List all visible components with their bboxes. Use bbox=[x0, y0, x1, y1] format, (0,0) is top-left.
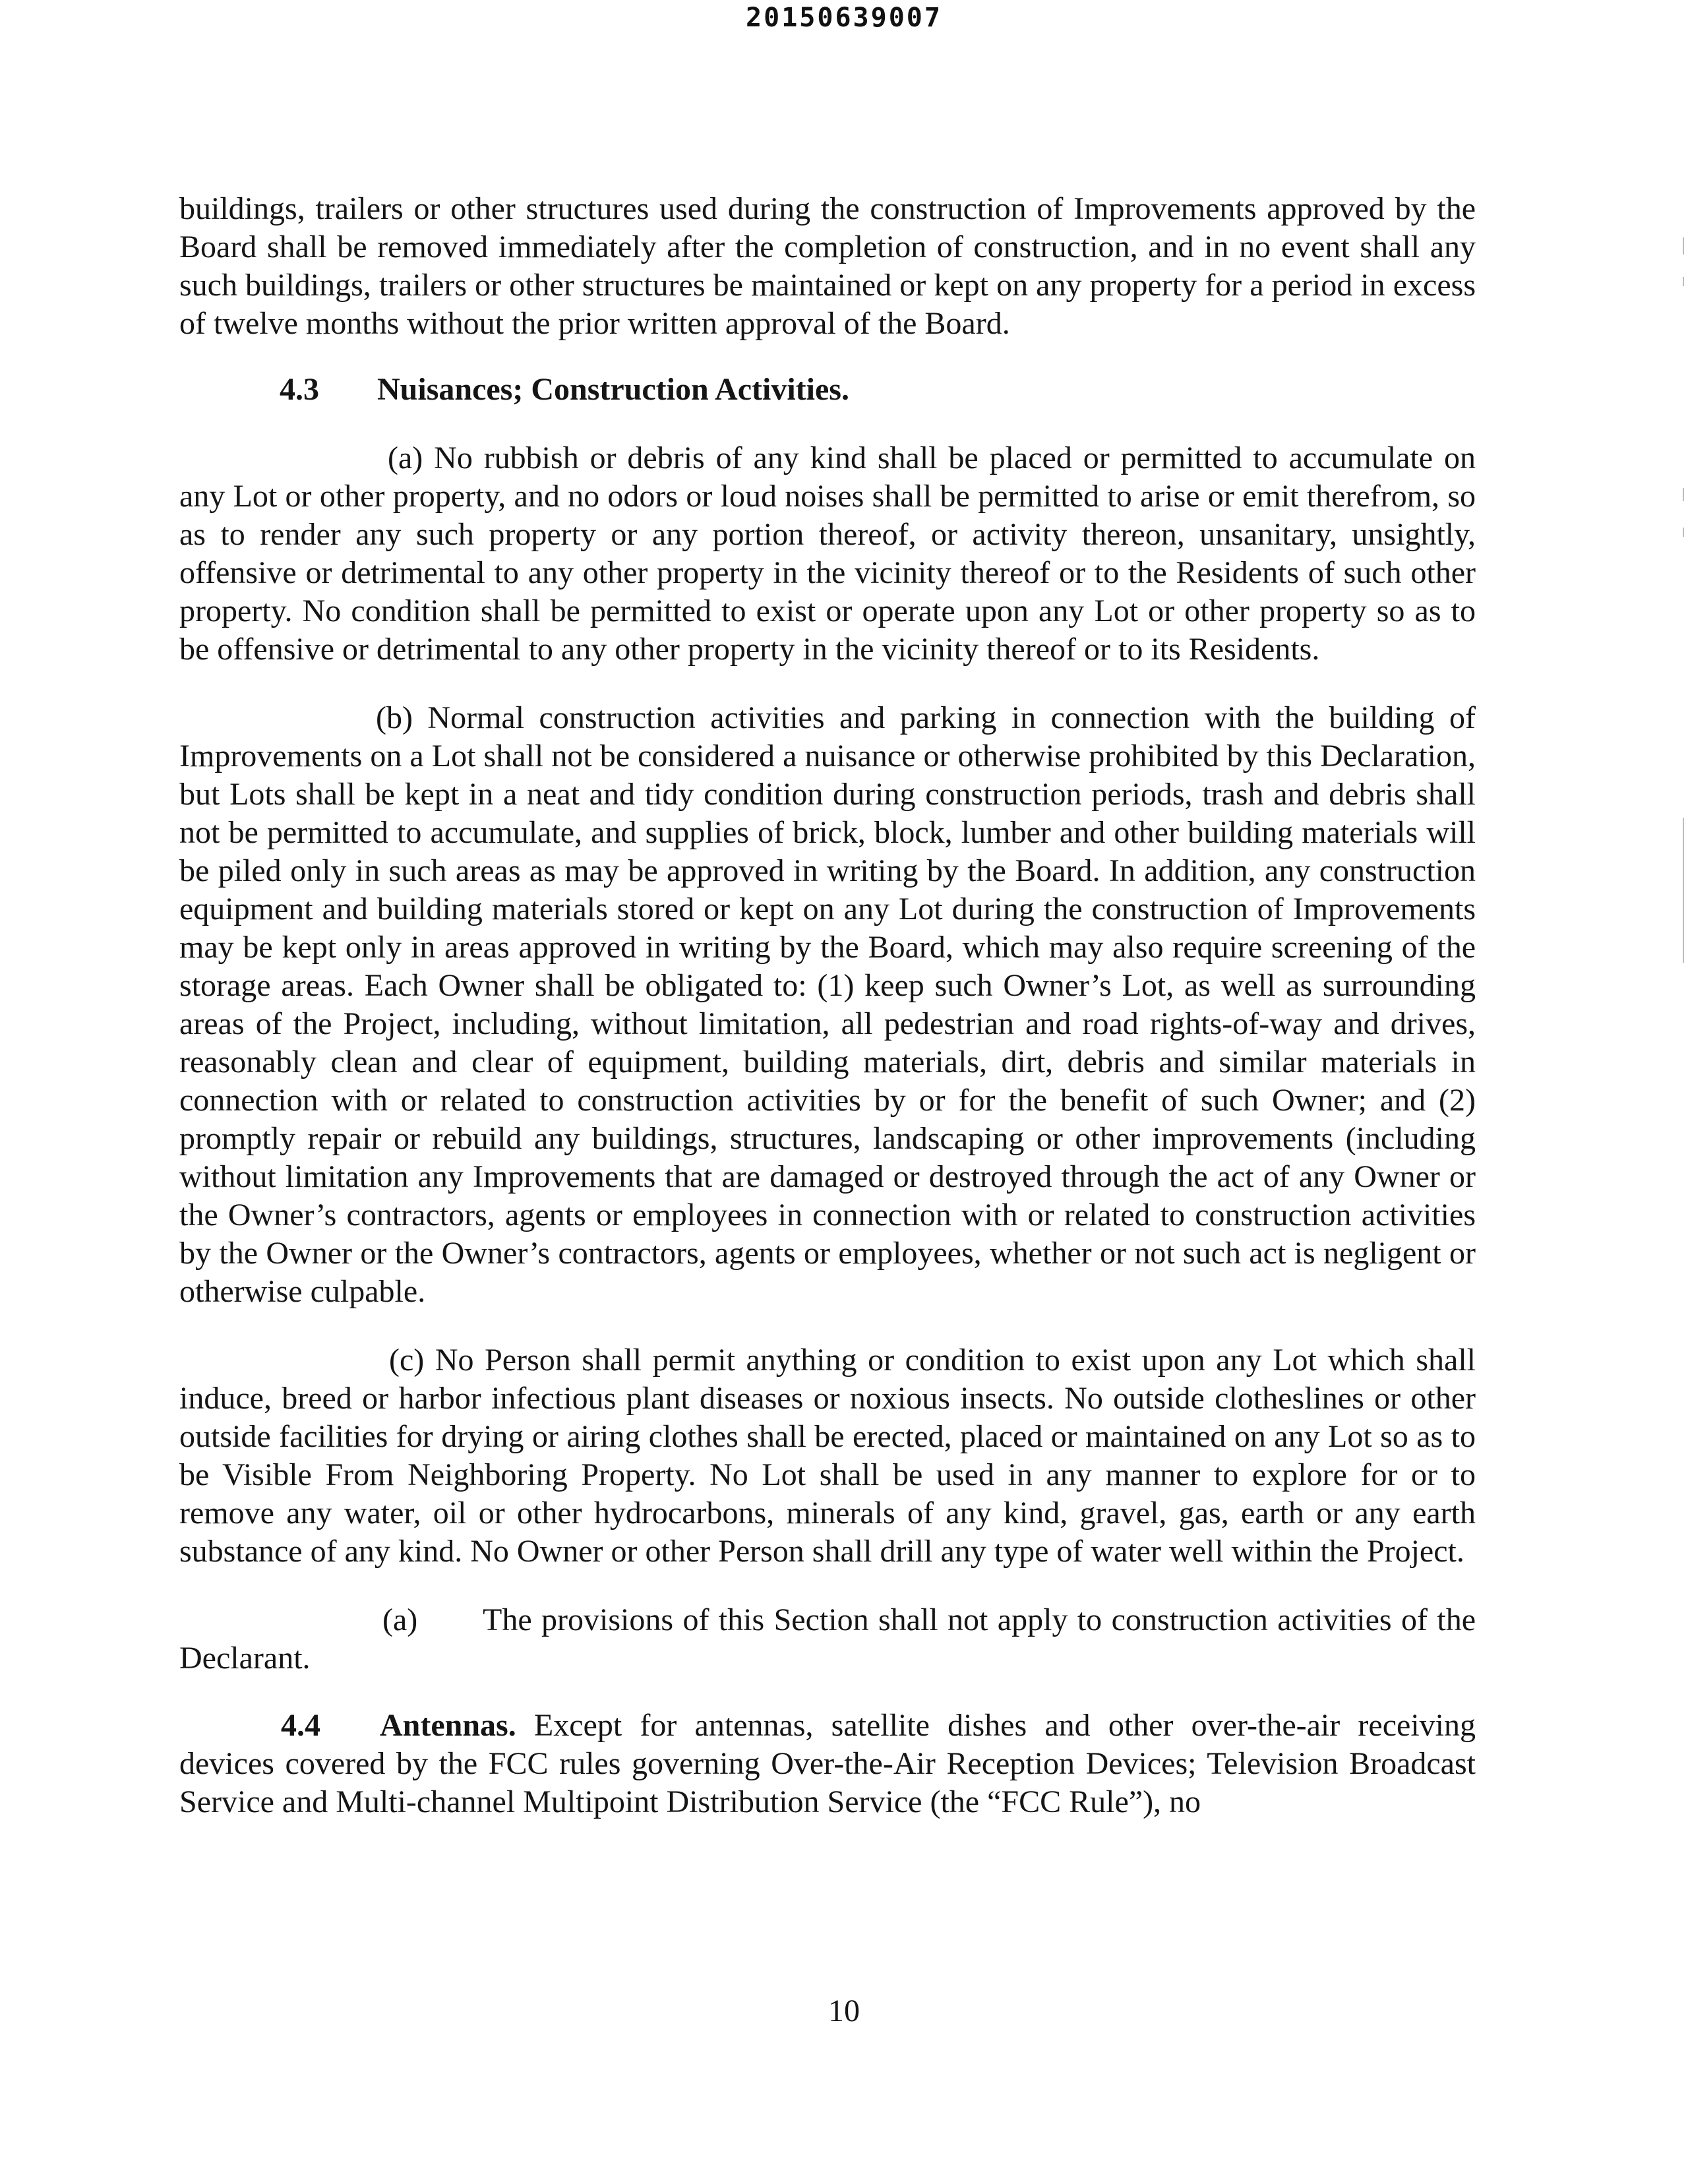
scan-margin-mark bbox=[1683, 818, 1684, 963]
paragraph-a-declarant-text: The provisions of this Section shall not apply to construction activities of the Declarant. bbox=[179, 1602, 1476, 1676]
section-4-4-title: Antennas. bbox=[380, 1708, 516, 1743]
scan-margin-mark bbox=[1683, 488, 1684, 501]
section-4-3-heading bbox=[179, 371, 1476, 409]
paragraph-b: (b) Normal construction activities and parking in connection with the building of Improvements on a Lot shall not be considered a nuisance or otherwise prohibited by this Declaration, but Lots shall be kept in a neat and tidy condition during construction periods, trash and debris shall not be permitted to accumulate, and supplies of brick, block, lumber and other building materials will be piled only in such areas as may be approved in writing by the Board. In addition, any construction equipment and building materials stored or kept on any Lot during the construction of Improvements may be kept only in areas approved in writing by the Board, which may also require screening of the storage areas. Each Owner shall be obligated to: (1) keep such Owner’s Lot, as well as surrounding areas of the Project, including, without limitation, all pedestrian and road rights-of-way and drives, reasonably clean and clear of equipment, building materials, dirt, debris and similar materials in connection with or related to construction activities by or for the benefit of such Owner; and (2) promptly repair or rebuild any buildings, structures, landscaping or other improvements (including without limitation any Improvements that are damaged or destroyed through the act of any Owner or the Owner’s contractors, agents or employees in connection with or related to construction activities by the Owner or the Owner’s contractors, agents or employees, whether or not such act is negligent or otherwise culpable. bbox=[179, 700, 1476, 1309]
paragraph-c: (c) No Person shall permit anything or condition to exist upon any Lot which shall induce, breed or harbor infectious plant diseases or noxious insects. No outside clotheslines or other outside facilities for drying or airing clothes shall be erected, placed or maintained on any Lot so as to be Visible From Neighboring Property. No Lot shall be used in any manner to explore for or to remove any water, oil or other hydrocarbons, minerals of any kind, gravel, gas, earth or any earth substance of any kind. No Owner or other Person shall drill any type of water well within the Project. bbox=[179, 1343, 1476, 1569]
paragraph-a-declarant bbox=[179, 1601, 1476, 1678]
page-number: 10 bbox=[828, 1993, 860, 2028]
section-4-3-number: 4.3 bbox=[280, 372, 319, 407]
document-id-header: 20150639007 bbox=[746, 3, 942, 33]
section-4-4-number: 4.4 bbox=[281, 1708, 320, 1743]
document-body bbox=[179, 190, 1476, 1821]
intro-paragraph: buildings, trailers or other structures used during the construction of Improvements approved by the Board shall be removed immediately after the completion of construction, and in no event shall any such buildings, trailers or other structures be maintained or kept on any property for a period in excess of twelve months without the prior written approval of the Board. bbox=[179, 191, 1476, 341]
paragraph-a: (a) No rubbish or debris of any kind shall be placed or permitted to accumulate on any Lot or other property, and no odors or loud noises shall be permitted to arise or emit therefrom, so as to render any such property or any portion thereof, or activity thereon, unsanitary, unsightly, offensive or detrimental to any other property in the vicinity thereof or to the Residents of such other property. No condition shall be permitted to exist or operate upon any Lot or other property so as to be offensive or detrimental to any other property in the vicinity thereof or to its Residents. bbox=[179, 440, 1476, 667]
section-4-4-text: Except for antennas, satellite dishes and other over-the-air receiving devices covered by the FCC rules governing Over-the-Air Reception Devices; Television Broadcast Service and Multi-channel Multipoint Distribution Service (the “FCC Rule”), no bbox=[179, 1708, 1476, 1819]
scan-margin-mark bbox=[1683, 277, 1684, 286]
scan-margin-mark bbox=[1683, 528, 1684, 537]
paragraph-a-declarant-label: (a) bbox=[382, 1602, 418, 1637]
scan-margin-mark bbox=[1683, 237, 1684, 255]
section-4-3-title: Nuisances; Construction Activities. bbox=[377, 372, 849, 407]
section-4-4-paragraph bbox=[179, 1707, 1476, 1821]
